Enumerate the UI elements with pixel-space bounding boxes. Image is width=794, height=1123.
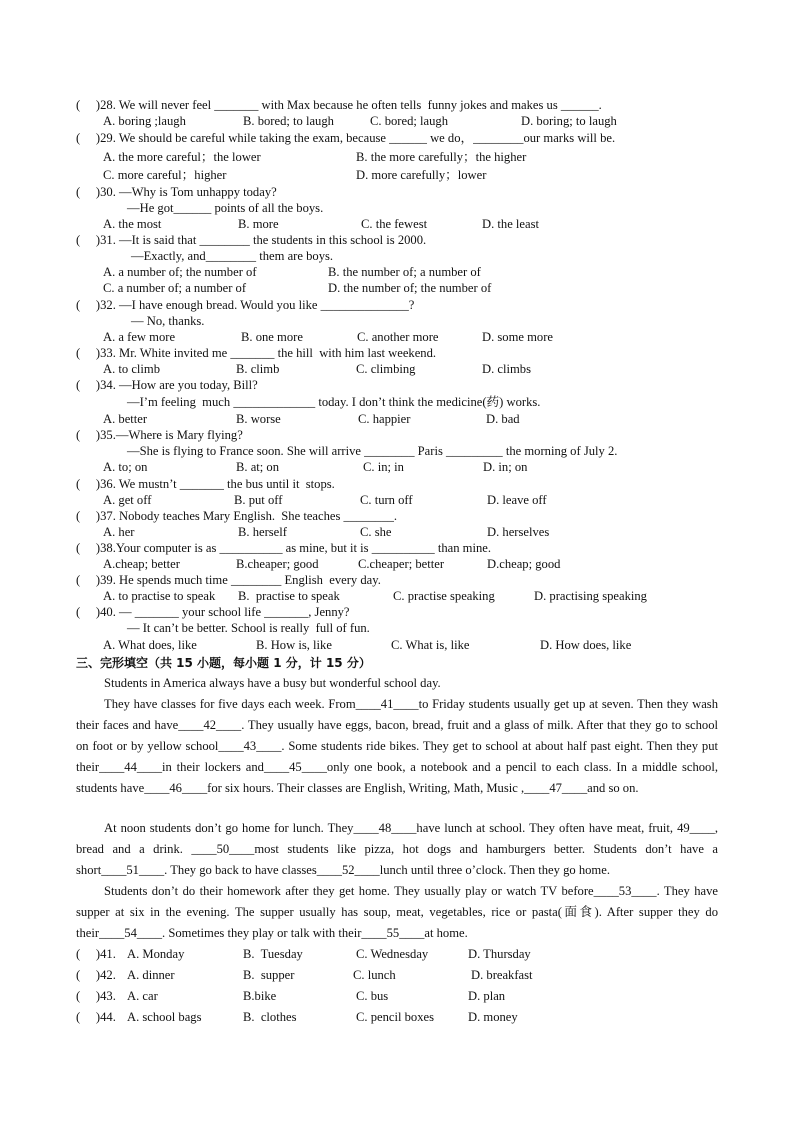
passage-paragraph-3: Students don’t do their homework after they get home. They usually play or watch TV before____53____. They have supper at six in the evening. The supper usually has soup, meat, vegetables, rice or pasta(面食). After supper they do their____54____. Sometimes they play or talk with their____55____at home.	[76, 884, 718, 940]
q30-option-a: A. the most	[103, 217, 162, 231]
q39-option-d: D. practising speaking	[534, 589, 647, 603]
q29-option-a: A. the more careful；the lower	[103, 150, 261, 164]
q37-option-a: A. her	[103, 525, 135, 539]
q33-option-c: C. climbing	[356, 362, 416, 376]
q38-option-c: C.cheaper; better	[358, 557, 445, 571]
q40-option-a: A. What does, like	[103, 638, 197, 652]
q30-option-d: D. the least	[482, 217, 540, 231]
q31-option-c: C. a number of; a number of	[103, 281, 247, 295]
q44-option-d: D. money	[468, 1010, 518, 1024]
q35-option-a: A. to; on	[103, 460, 148, 474]
q32-option-d: D. some more	[482, 330, 553, 344]
q43-option-a: A. car	[127, 989, 158, 1003]
q32-option-a: A. a few more	[103, 330, 176, 344]
question-36: ( )36. We mustn’t _______ the bus until it stops.	[76, 477, 335, 491]
question-29: ( )29. We should be careful while taking the exam, because ______ we do，________our marks will be.	[76, 131, 616, 145]
question-33: ( )33. Mr. White invited me _______ the hill with him last weekend.	[76, 346, 437, 360]
question-31-line2: —Exactly, and________ them are boys.	[131, 249, 334, 263]
question-32: ( )32. —I have enough bread. Would you like ______________?	[76, 298, 415, 312]
question-34-line2: —I’m feeling much _____________ today. I don’t think the medicine(药) works.	[127, 395, 541, 409]
q31-option-a: A. a number of; the number of	[103, 265, 257, 279]
cloze-question-41: ( )41.	[76, 947, 116, 961]
q39-option-a: A. to practise to speak	[103, 589, 216, 603]
q44-option-a: A. school bags	[127, 1010, 202, 1024]
q42-option-b: B. supper	[243, 968, 295, 982]
q33-option-a: A. to climb	[103, 362, 161, 376]
q29-option-c: C. more careful；higher	[103, 168, 227, 182]
q35-option-b: B. at; on	[236, 460, 280, 474]
q29-option-d: D. more carefully；lower	[356, 168, 487, 182]
q34-option-b: B. worse	[236, 412, 281, 426]
q30-option-b: B. more	[238, 217, 279, 231]
q32-option-c: C. another more	[357, 330, 439, 344]
question-39: ( )39. He spends much time ________ English every day.	[76, 573, 381, 587]
q36-option-d: D. leave off	[487, 493, 547, 507]
q33-option-d: D. climbs	[482, 362, 531, 376]
q42-option-c: C. lunch	[353, 968, 396, 982]
q38-option-a: A.cheap; better	[103, 557, 180, 571]
passage-paragraph-1: They have classes for five days each week. From____41____to Friday students usually get up at seven. Then they wash their faces and have____42____. They usually have eggs, bacon, bread, fruit and a glass of milk. After that they go to school on foot or by yellow school____43____. Some students ride bikes. They get to school at about half past eight. Then they put their____44____in their lockers and____45____only one book, a notebook and a pencil to each class. In a middle school, students have____46____for six hours. Their classes are English, Writing, Math, Music ,____47____and so on.	[76, 697, 718, 795]
question-35-line2: —She is flying to France soon. She will arrive ________ Paris _________ the morning of July 2.	[127, 444, 618, 458]
question-34: ( )34. —How are you today, Bill?	[76, 378, 258, 392]
q33-option-b: B. climb	[236, 362, 280, 376]
question-31: ( )31. —It is said that ________ the students in this school is 2000.	[76, 233, 427, 247]
question-40-line2: — It can’t be better. School is really full of fun.	[127, 621, 370, 635]
q40-option-b: B. How is, like	[256, 638, 332, 652]
q28-option-d: D. boring; to laugh	[521, 114, 617, 128]
q43-option-b: B.bike	[243, 989, 277, 1003]
q41-option-a: A. Monday	[127, 947, 185, 961]
q35-option-c: C. in; in	[363, 460, 404, 474]
q36-option-b: B. put off	[234, 493, 283, 507]
q41-option-c: C. Wednesday	[356, 947, 429, 961]
q28-option-a: A. boring ;laugh	[103, 114, 186, 128]
q35-option-d: D. in; on	[483, 460, 528, 474]
question-32-line2: — No, thanks.	[131, 314, 205, 328]
section-heading: 三、完形填空（共 15 小题，每小题 1 分，计 15 分）	[76, 656, 371, 670]
q37-option-d: D. herselves	[487, 525, 550, 539]
q39-option-b: B. practise to speak	[238, 589, 340, 603]
cloze-question-43: ( )43.	[76, 989, 116, 1003]
question-35: ( )35.—Where is Mary flying?	[76, 428, 243, 442]
q38-option-b: B.cheaper; good	[236, 557, 319, 571]
q42-option-a: A. dinner	[127, 968, 175, 982]
q44-option-b: B. clothes	[243, 1010, 297, 1024]
question-30: ( )30. —Why is Tom unhappy today?	[76, 185, 277, 199]
q37-option-c: C. she	[360, 525, 392, 539]
q34-option-a: A. better	[103, 412, 148, 426]
q30-option-c: C. the fewest	[361, 217, 428, 231]
q31-option-d: D. the number of; the number of	[328, 281, 492, 295]
q42-option-d: D. breakfast	[471, 968, 533, 982]
question-37: ( )37. Nobody teaches Mary English. She teaches ________.	[76, 509, 398, 523]
q41-option-b: B. Tuesday	[243, 947, 303, 961]
question-28: ( )28. We will never feel _______ with Max because he often tells funny jokes and makes us ______.	[76, 98, 602, 112]
q32-option-b: B. one more	[241, 330, 303, 344]
q41-option-d: D. Thursday	[468, 947, 531, 961]
question-30-line2: —He got______ points of all the boys.	[127, 201, 324, 215]
q37-option-b: B. herself	[238, 525, 287, 539]
q28-option-c: C. bored; laugh	[370, 114, 448, 128]
q36-option-a: A. get off	[103, 493, 152, 507]
q43-option-c: C. bus	[356, 989, 389, 1003]
q40-option-c: C. What is, like	[391, 638, 470, 652]
q43-option-d: D. plan	[468, 989, 506, 1003]
q39-option-c: C. practise speaking	[393, 589, 495, 603]
passage-paragraph-2: At noon students don’t go home for lunch. They____48____have lunch at school. They often have meat, fruit, 49____, bread and a drink. ____50____most students like pizza, hot dogs and hamburgers better. Students don’t have a short____51____. They go back to have classes____52____lunch until three o’clock. Then they go home.	[76, 821, 718, 877]
q28-option-b: B. bored; to laugh	[243, 114, 334, 128]
cloze-question-42: ( )42.	[76, 968, 116, 982]
q31-option-b: B. the number of; a number of	[328, 265, 481, 279]
question-40: ( )40. — _______ your school life _______, Jenny?	[76, 605, 350, 619]
cloze-question-44: ( )44.	[76, 1010, 116, 1024]
q38-option-d: D.cheap; good	[487, 557, 561, 571]
passage-intro: Students in America always have a busy but wonderful school day.	[104, 676, 441, 690]
q44-option-c: C. pencil boxes	[356, 1010, 434, 1024]
q34-option-c: C. happier	[358, 412, 411, 426]
q34-option-d: D. bad	[486, 412, 520, 426]
q36-option-c: C. turn off	[360, 493, 413, 507]
question-38: ( )38.Your computer is as __________ as mine, but it is __________ than mine.	[76, 541, 491, 555]
q40-option-d: D. How does, like	[540, 638, 632, 652]
q29-option-b: B. the more carefully；the higher	[356, 150, 527, 164]
